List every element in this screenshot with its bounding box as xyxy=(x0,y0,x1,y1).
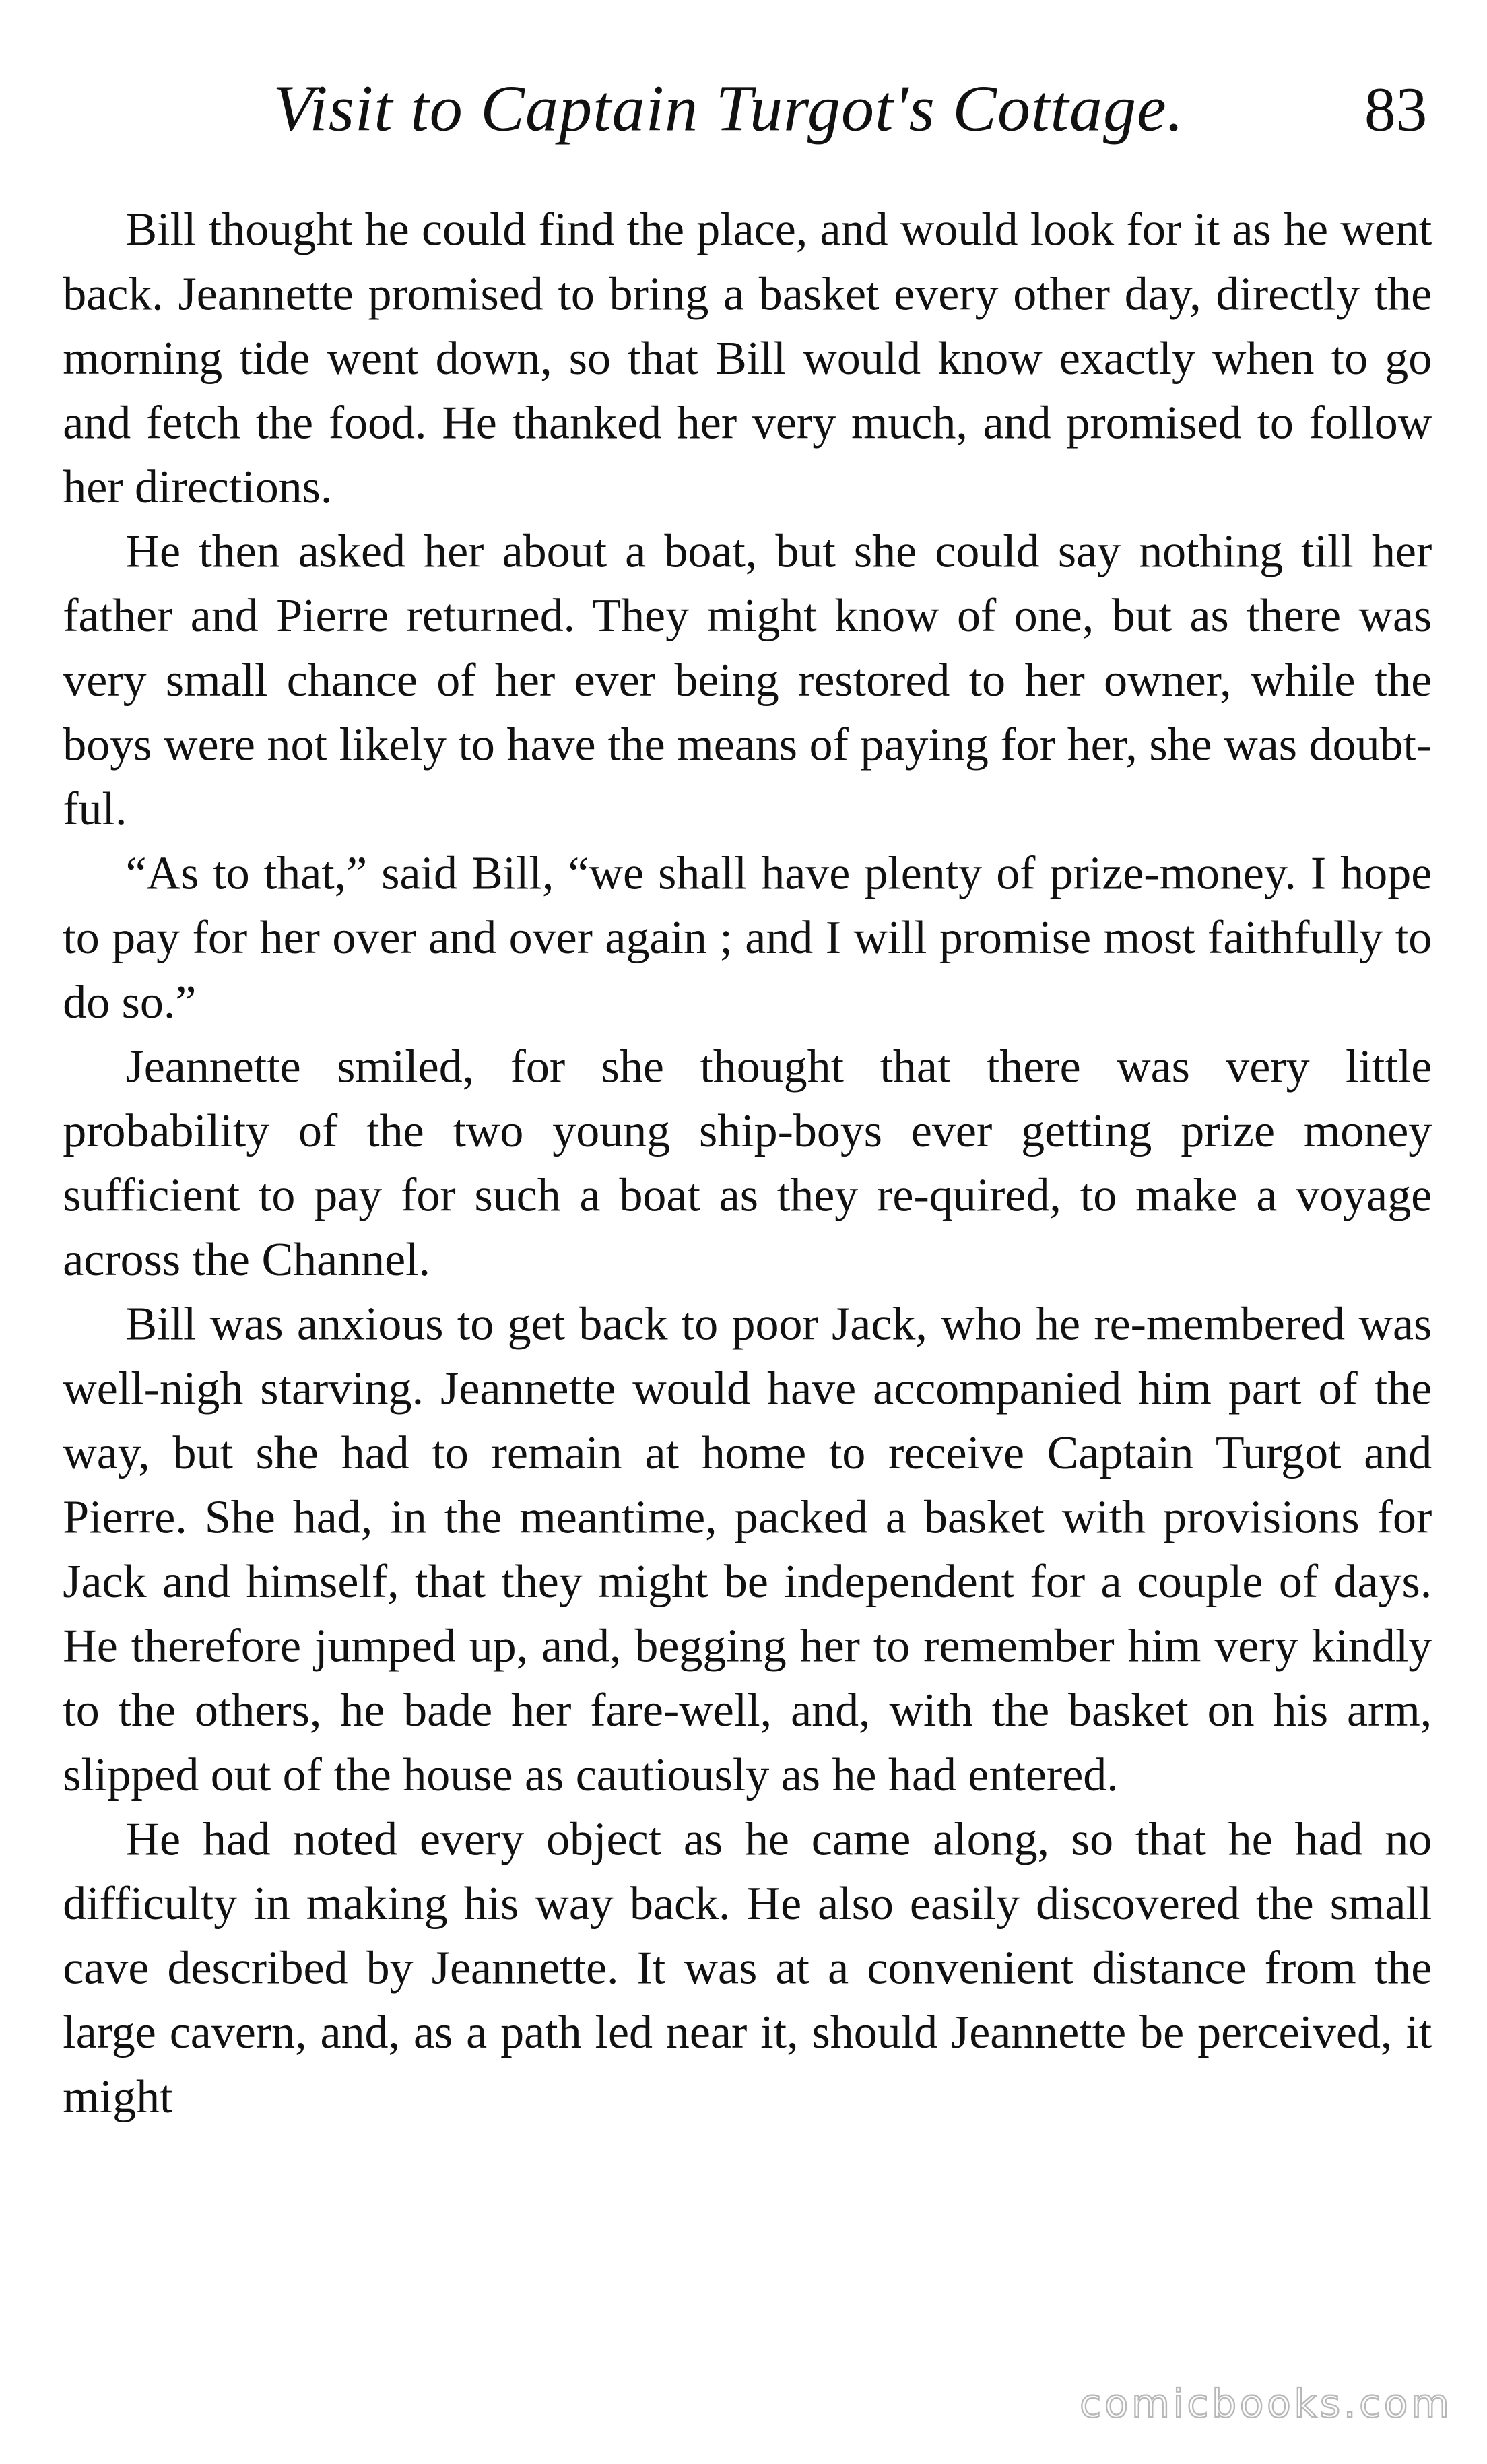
paragraph: “As to that,” said Bill, “we shall have plenty of prize-money. I hope to pay for her over and over again ; and I will promise most faithfully to do so.” xyxy=(63,847,1432,1029)
page-number: 83 xyxy=(1364,73,1428,145)
paragraph: He had noted every object as he came along, so that he had no difficulty in making his way back. He also easily discovered the small cave described by Jeannette. It was at a convenient distance from the large cavern, and, as a path led near it, should Jeannette be perceived, it might xyxy=(63,1813,1432,2124)
body-text xyxy=(63,198,1432,2130)
watermark: comicbooks.com xyxy=(1080,2380,1453,2427)
paragraph: Bill was anxious to get back to poor Jack, who he re-membered was well-nigh starving. Jeannette would have accompanied him part of the way, but she had to remain at home to receive Captain Turgot and Pierre. She had, in the meantime, packed a basket with provisions for Jack and himself, that they might be independent for a couple of days. He therefore jumped up, and, begging her to remember him very kindly to the others, he bade her fare-well, and, with the basket on his arm, slipped out of the house as cautiously as he had entered. xyxy=(63,1299,1432,1802)
running-head xyxy=(273,66,1428,154)
chapter-title: Visit to Captain Turgot's Cottage. xyxy=(273,73,1185,146)
paragraph: Jeannette smiled, for she thought that there was very little probability of the two young ship-boys ever getting prize money sufficient to pay for such a boat as they re-quired, to make a voyage across the Channel. xyxy=(63,1041,1432,1287)
paragraph: He then asked her about a boat, but she could say nothing till her father and Pierre returned. They might know of one, but as there was very small chance of her ever being restored to her owner, while the boys were not likely to have the means of paying for her, she was doubt-ful. xyxy=(63,526,1432,836)
paragraph: Bill thought he could find the place, and would look for it as he went back. Jeannette promised to bring a basket every other day, directly the morning tide went down, so that Bill would know exactly when to go and fetch the food. He thanked her very much, and promised to follow her directions. xyxy=(63,204,1432,514)
